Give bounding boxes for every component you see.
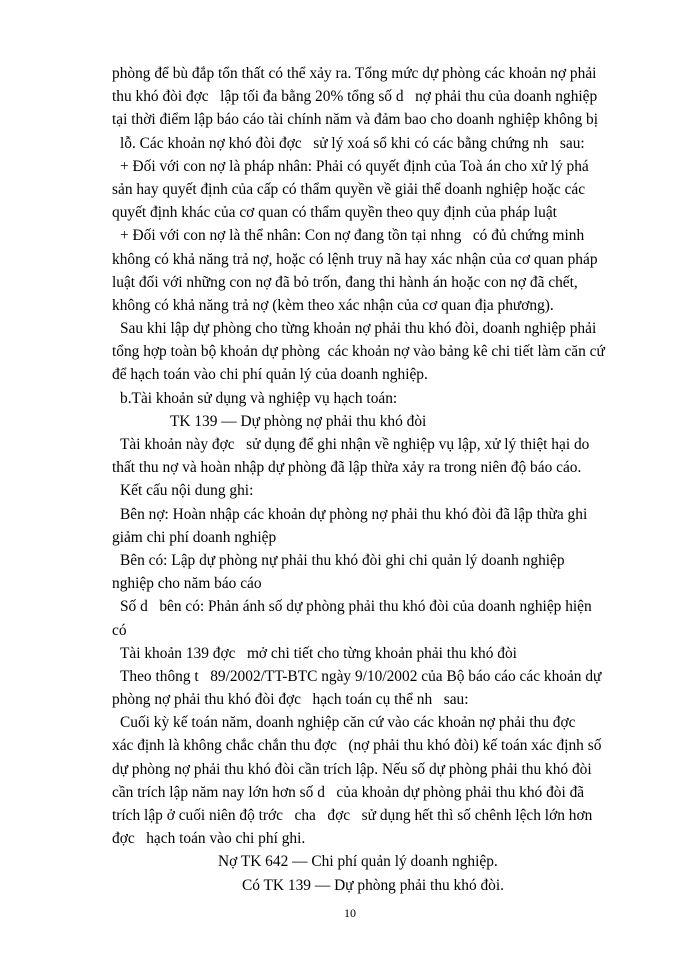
text-line: nghiệp cho năm báo cáo: [112, 575, 262, 593]
text-line: + Đối với con nợ là pháp nhân: Phải có quyết định của Toà án cho xử lý phá: [120, 157, 589, 175]
text-line: quyết định khác của cơ quan có thẩm quyền theo quy định của pháp luật: [112, 204, 557, 222]
page-number: 10: [344, 906, 356, 920]
text-line: giảm chi phí doanh nghiệp: [112, 528, 277, 546]
section-heading: b.Tài khoản sử dụng và nghiệp vụ hạch toán:: [120, 389, 398, 407]
text-line: thất thu nợ và hoàn nhập dự phòng đã lập thừa xảy ra trong niên độ báo cáo.: [112, 459, 582, 477]
text-line: cần trích lập năm nay lớn hơn số d của khoản dự phòng phải thu khó đòi đã: [112, 783, 585, 801]
text-line: dự phòng nợ phải thu khó đòi cần trích lập. Nếu số dự phòng phải thu khó đòi: [112, 760, 592, 778]
text-line: tại thời điểm lập báo cáo tài chính năm và đảm bao cho doanh nghiệp không bị: [112, 111, 598, 129]
text-line: Tài khoản này đợc sử dụng để ghi nhận về nghiệp vụ lập, xử lý thiệt hại do: [120, 436, 590, 453]
text-line: phòng nợ phải thu khó đòi đợc hạch toán cụ thể nh sau:: [112, 691, 469, 709]
text-line: Bên có: Lập dự phòng nự phải thu khó đòi ghi chi quản lý doanh nghiệp: [120, 551, 565, 569]
text-line: đợc hạch toán vào chi phí ghi.: [112, 830, 306, 848]
text-line: Số d bên có: Phản ánh số dự phòng phải thu khó đòi của doanh nghiệp hiện: [120, 598, 592, 616]
text-line: trích lập ở cuối niên độ trớc cha đợc sử dụng hết thì số chênh lệch lớn hơn: [112, 807, 593, 824]
body-text: [112, 62, 632, 897]
text-line: để hạch toán vào chi phí quản lý của doanh nghiệp.: [112, 366, 428, 384]
journal-entry-credit: Có TK 139 — Dự phòng phải thu khó đòi.: [242, 876, 505, 894]
text-line: Theo thông t 89/2002/TT-BTC ngày 9/10/2002 của Bộ báo cáo các khoản dự: [120, 667, 602, 685]
text-line: phòng để bù đắp tổn thất có thể xảy ra. Tổng mức dự phòng các khoản nợ phải: [112, 65, 597, 82]
text-line: xác định là không chắc chắn thu đợc (nợ phải thu khó đòi) kế toán xác định số: [112, 737, 602, 755]
text-line: tổng hợp toàn bộ khoản dự phòng các khoản nợ vào bảng kê chi tiết làm căn cứ: [112, 343, 605, 361]
account-title: TK 139 — Dự phòng nợ phải thu khó đòi: [170, 412, 427, 430]
text-line: lỗ. Các khoản nợ khó đòi đợc sử lý xoá sổ khi có các bằng chứng nh sau:: [120, 134, 585, 152]
text-line: Bên nợ: Hoàn nhập các khoản dự phòng nợ phải thu khó đòi đã lập thừa ghi: [120, 505, 588, 523]
text-line: Cuối kỳ kế toán năm, doanh nghiệp căn cứ vào các khoản nợ phải thu đợc: [120, 714, 576, 732]
text-line: Sau khi lập dự phòng cho từng khoản nợ phải thu khó đòi, doanh nghiệp phải: [120, 320, 597, 338]
text-line: Kết cấu nội dung ghi:: [120, 482, 254, 500]
journal-entry-debit: Nợ TK 642 — Chi phí quản lý doanh nghiệp.: [218, 853, 498, 871]
text-line: Tài khoản 139 đợc mở chi tiết cho từng khoản phải thu khó đòi: [120, 644, 517, 662]
text-line: có: [112, 621, 127, 639]
text-line: luật đối với những con nợ đã bỏ trốn, đang thi hành án hoặc con nợ đã chết,: [112, 273, 578, 291]
text-line: không có khả năng trả nợ, hoặc có lệnh truy nã hay xác nhận của cơ quan pháp: [112, 250, 598, 268]
text-line: sản hay quyết định của cấp có thẩm quyền về giải thể doanh nghiệp hoặc các: [112, 180, 586, 198]
text-line: thu khó đòi đợc lập tối đa bằng 20% tổng số d nợ phải thu của doanh nghiệp: [112, 88, 598, 106]
text-line: + Đối với con nợ là thể nhân: Con nợ đang tồn tại nhng có đủ chứng minh: [120, 227, 585, 245]
text-line: không có khả năng trả nợ (kèm theo xác nhận của cơ quan địa phương).: [112, 296, 554, 314]
